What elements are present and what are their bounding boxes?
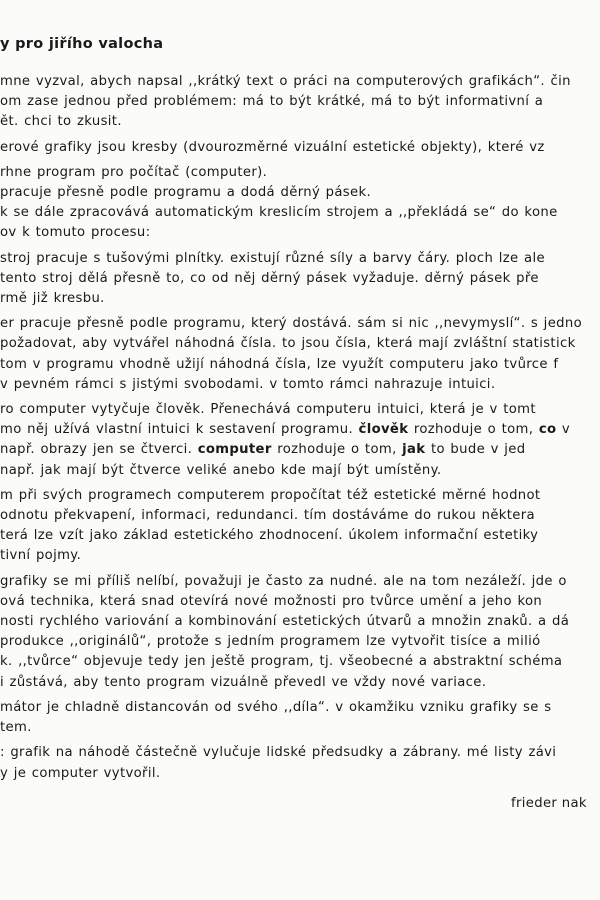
- text-line: [0, 486, 600, 506]
- text-line: [0, 612, 600, 632]
- text-line: [0, 112, 600, 132]
- text-line: [0, 223, 600, 243]
- text-segment: rozhoduje o tom,: [408, 422, 539, 438]
- text-segment: k. ,,tvůrce“ objevuje tedy jen ještě program, tj. všeobecné a abstraktní schéma: [0, 654, 563, 670]
- text-line: [0, 718, 600, 738]
- paragraph: [0, 572, 600, 693]
- text-segment: m při svých programech computerem propočítat též estetické měrné hodnot: [0, 487, 541, 503]
- text-line: [0, 420, 600, 440]
- text-segment: mo něj užívá vlastní intuici k sestavení programu.: [0, 422, 359, 438]
- text-segment: grafiky se mi příliš nelíbí, považuji je často za nudné. ale na tom nezáleží. jde o: [0, 573, 567, 589]
- text-segment: odnotu překvapení, informaci, redundanci. tím dostáváme do rukou některa: [0, 508, 535, 524]
- text-line: [0, 72, 600, 92]
- text-line: [0, 572, 600, 592]
- paragraph: [0, 249, 600, 310]
- text-segment: terá lze vzít jako základ estetického zhodnocení. úkolem informační estetiky: [0, 528, 539, 544]
- text-segment: om zase jednou před problémem: má to být krátké, má to být informativní a: [0, 94, 544, 110]
- text-line: [0, 546, 600, 566]
- text-segment: er pracuje přesně podle programu, který dostává. sám si nic ,,nevymyslí“. s jedno: [0, 316, 583, 332]
- text-segment: rozhoduje o tom,: [271, 442, 403, 458]
- text-segment: mátor je chladně distancován od svého ,,díla“. v okamžiku vzniku grafiky se s: [0, 699, 552, 715]
- text-segment: např. obrazy jen se čtverci.: [0, 442, 198, 458]
- text-segment: v: [556, 422, 571, 438]
- text-segment: tom v programu vhodně užijí náhodná čísla, lze využít computeru jako tvůrce f: [0, 356, 559, 372]
- text-line: [0, 203, 600, 223]
- document-title: y pro jiřího valocha: [0, 36, 164, 52]
- text-segment: mne vyzval, abych napsal ,,krátký text o práci na computerových grafikách“. čin: [0, 74, 571, 89]
- paragraph: [0, 743, 600, 783]
- text-segment: ro computer vytyčuje člověk. Přenechává computeru intuici, která je v tomt: [0, 402, 536, 418]
- body-text: [0, 72, 600, 789]
- text-segment: v pevném rámci s jistými svobodami. v tomto rámci nahrazuje intuici.: [0, 376, 496, 392]
- text-segment: k se dále zpracovává automatickým kreslicím strojem a ,,překládá se“ do kone: [0, 205, 558, 221]
- text-segment: erové grafiky jsou kresby (dvourozměrné vizuální estetické objekty), které vz: [0, 139, 545, 155]
- text-segment: tem.: [0, 720, 32, 736]
- text-segment: nosti rychlého variování a kombinování estetických útvarů a množin znaků. a dá: [0, 614, 570, 630]
- text-line: [0, 375, 600, 395]
- emphasis-word: člověk: [358, 422, 409, 438]
- text-line: [0, 652, 600, 672]
- emphasis-word: jak: [402, 442, 426, 458]
- paragraph: [0, 314, 600, 395]
- paragraph: [0, 400, 600, 481]
- paragraph: [0, 486, 600, 567]
- text-line: [0, 314, 600, 334]
- emphasis-word: co: [538, 422, 557, 438]
- text-line: [0, 334, 600, 354]
- text-line: [0, 355, 600, 375]
- text-segment: y je computer vytvořil.: [0, 765, 161, 781]
- paragraph: [0, 72, 600, 133]
- text-line: [0, 183, 600, 203]
- text-segment: ov k tomuto procesu:: [0, 225, 151, 241]
- text-line: [0, 461, 600, 481]
- signature: frieder nak: [511, 796, 587, 811]
- text-line: [0, 400, 600, 420]
- text-segment: tento stroj dělá přesně to, co od něj děrný pásek vyžaduje. děrný pásek pře: [0, 270, 539, 286]
- text-line: [0, 249, 600, 269]
- text-line: [0, 440, 600, 460]
- text-line: [0, 743, 600, 763]
- paragraph: [0, 138, 600, 158]
- text-segment: : grafik na náhodě částečně vylučuje lidské předsudky a zábrany. mé listy závi: [0, 745, 557, 761]
- text-line: [0, 764, 600, 784]
- text-line: [0, 526, 600, 546]
- text-line: [0, 673, 600, 693]
- text-segment: ět. chci to zkusit.: [0, 114, 122, 130]
- paragraph: [0, 698, 600, 738]
- text-segment: požadovat, aby vytvářel náhodná čísla. to jsou čísla, která mají zvláštní statistick: [0, 336, 576, 352]
- text-line: [0, 632, 600, 652]
- text-line: [0, 269, 600, 289]
- text-line: [0, 289, 600, 309]
- text-line: [0, 163, 600, 183]
- text-line: [0, 138, 600, 158]
- paragraph: [0, 163, 600, 244]
- text-line: [0, 592, 600, 612]
- emphasis-word: computer: [197, 442, 272, 458]
- text-line: [0, 506, 600, 526]
- text-segment: rhne program pro počítač (computer).: [0, 164, 268, 180]
- text-segment: tivní pojmy.: [0, 548, 82, 564]
- text-segment: rmě již kresbu.: [0, 291, 105, 307]
- text-segment: pracuje přesně podle programu a dodá děrný pásek.: [0, 185, 372, 201]
- text-segment: i zůstává, aby tento program vizuálně převedl ve vždy nové variace.: [0, 674, 487, 690]
- text-segment: to bude v jed: [425, 442, 526, 458]
- text-line: [0, 92, 600, 112]
- text-line: [0, 698, 600, 718]
- text-segment: stroj pracuje s tušovými plnítky. existují různé síly a barvy čáry. ploch lze ale: [0, 250, 545, 266]
- text-segment: např. jak mají být čtverce veliké anebo kde mají být umístěny.: [0, 462, 442, 478]
- text-segment: ová technika, která snad otevírá nové možnosti pro tvůrce umění a jeho kon: [0, 593, 543, 609]
- text-segment: produkce ,,originálů“, protože s jedním programem lze vytvořit tisíce a milió: [0, 634, 541, 650]
